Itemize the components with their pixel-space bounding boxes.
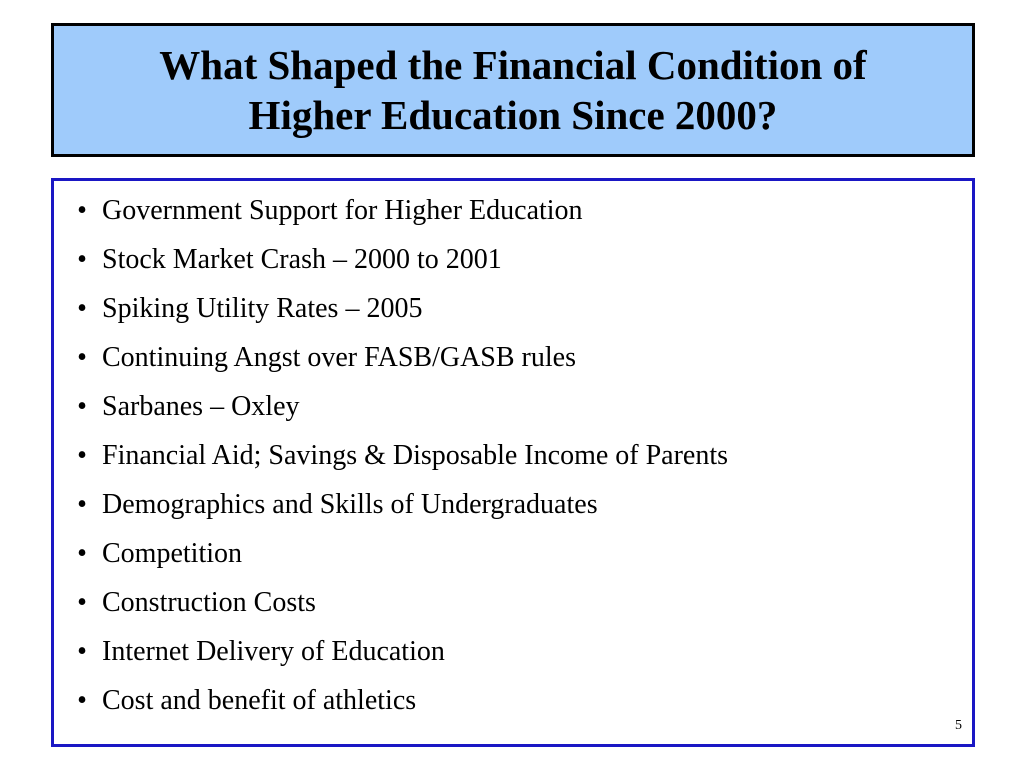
bullet-text: Financial Aid; Savings & Disposable Income of Parents bbox=[102, 440, 729, 471]
bullet-item bbox=[62, 634, 728, 683]
title-line-2: Higher Education Since 2000? bbox=[248, 92, 778, 138]
bullet-marker: • bbox=[77, 342, 87, 373]
bullet-marker: • bbox=[77, 636, 87, 667]
bullet-marker: • bbox=[77, 489, 87, 520]
bullet-marker: • bbox=[77, 391, 87, 422]
bullet-text: Spiking Utility Rates – 2005 bbox=[102, 293, 423, 324]
bullet-list bbox=[62, 193, 728, 732]
title-line-1: What Shaped the Financial Condition of bbox=[159, 42, 867, 88]
bullet-text: Competition bbox=[102, 538, 242, 569]
bullet-item bbox=[62, 585, 728, 634]
title-box bbox=[51, 23, 975, 157]
content-box bbox=[51, 178, 975, 747]
bullet-text: Sarbanes – Oxley bbox=[102, 391, 300, 422]
bullet-marker: • bbox=[77, 685, 87, 716]
bullet-marker: • bbox=[77, 244, 87, 275]
bullet-item bbox=[62, 438, 728, 487]
bullet-marker: • bbox=[77, 538, 87, 569]
bullet-marker: • bbox=[77, 440, 87, 471]
bullet-item bbox=[62, 242, 728, 291]
bullet-marker: • bbox=[77, 195, 87, 226]
bullet-text: Cost and benefit of athletics bbox=[102, 685, 417, 716]
bullet-text: Internet Delivery of Education bbox=[102, 636, 445, 667]
bullet-text: Demographics and Skills of Undergraduates bbox=[102, 489, 598, 520]
bullet-item bbox=[62, 536, 728, 585]
page-number: 5 bbox=[955, 718, 962, 733]
bullet-text: Government Support for Higher Education bbox=[102, 195, 583, 226]
bullet-item bbox=[62, 389, 728, 438]
bullet-item bbox=[62, 291, 728, 340]
bullet-text: Construction Costs bbox=[102, 587, 316, 618]
bullet-text: Stock Market Crash – 2000 to 2001 bbox=[102, 244, 502, 275]
bullet-item bbox=[62, 487, 728, 536]
bullet-item bbox=[62, 193, 728, 242]
bullet-item bbox=[62, 683, 728, 732]
bullet-marker: • bbox=[77, 293, 87, 324]
bullet-marker: • bbox=[77, 587, 87, 618]
slide-title bbox=[113, 40, 913, 140]
bullet-text: Continuing Angst over FASB/GASB rules bbox=[102, 342, 576, 373]
bullet-item bbox=[62, 340, 728, 389]
